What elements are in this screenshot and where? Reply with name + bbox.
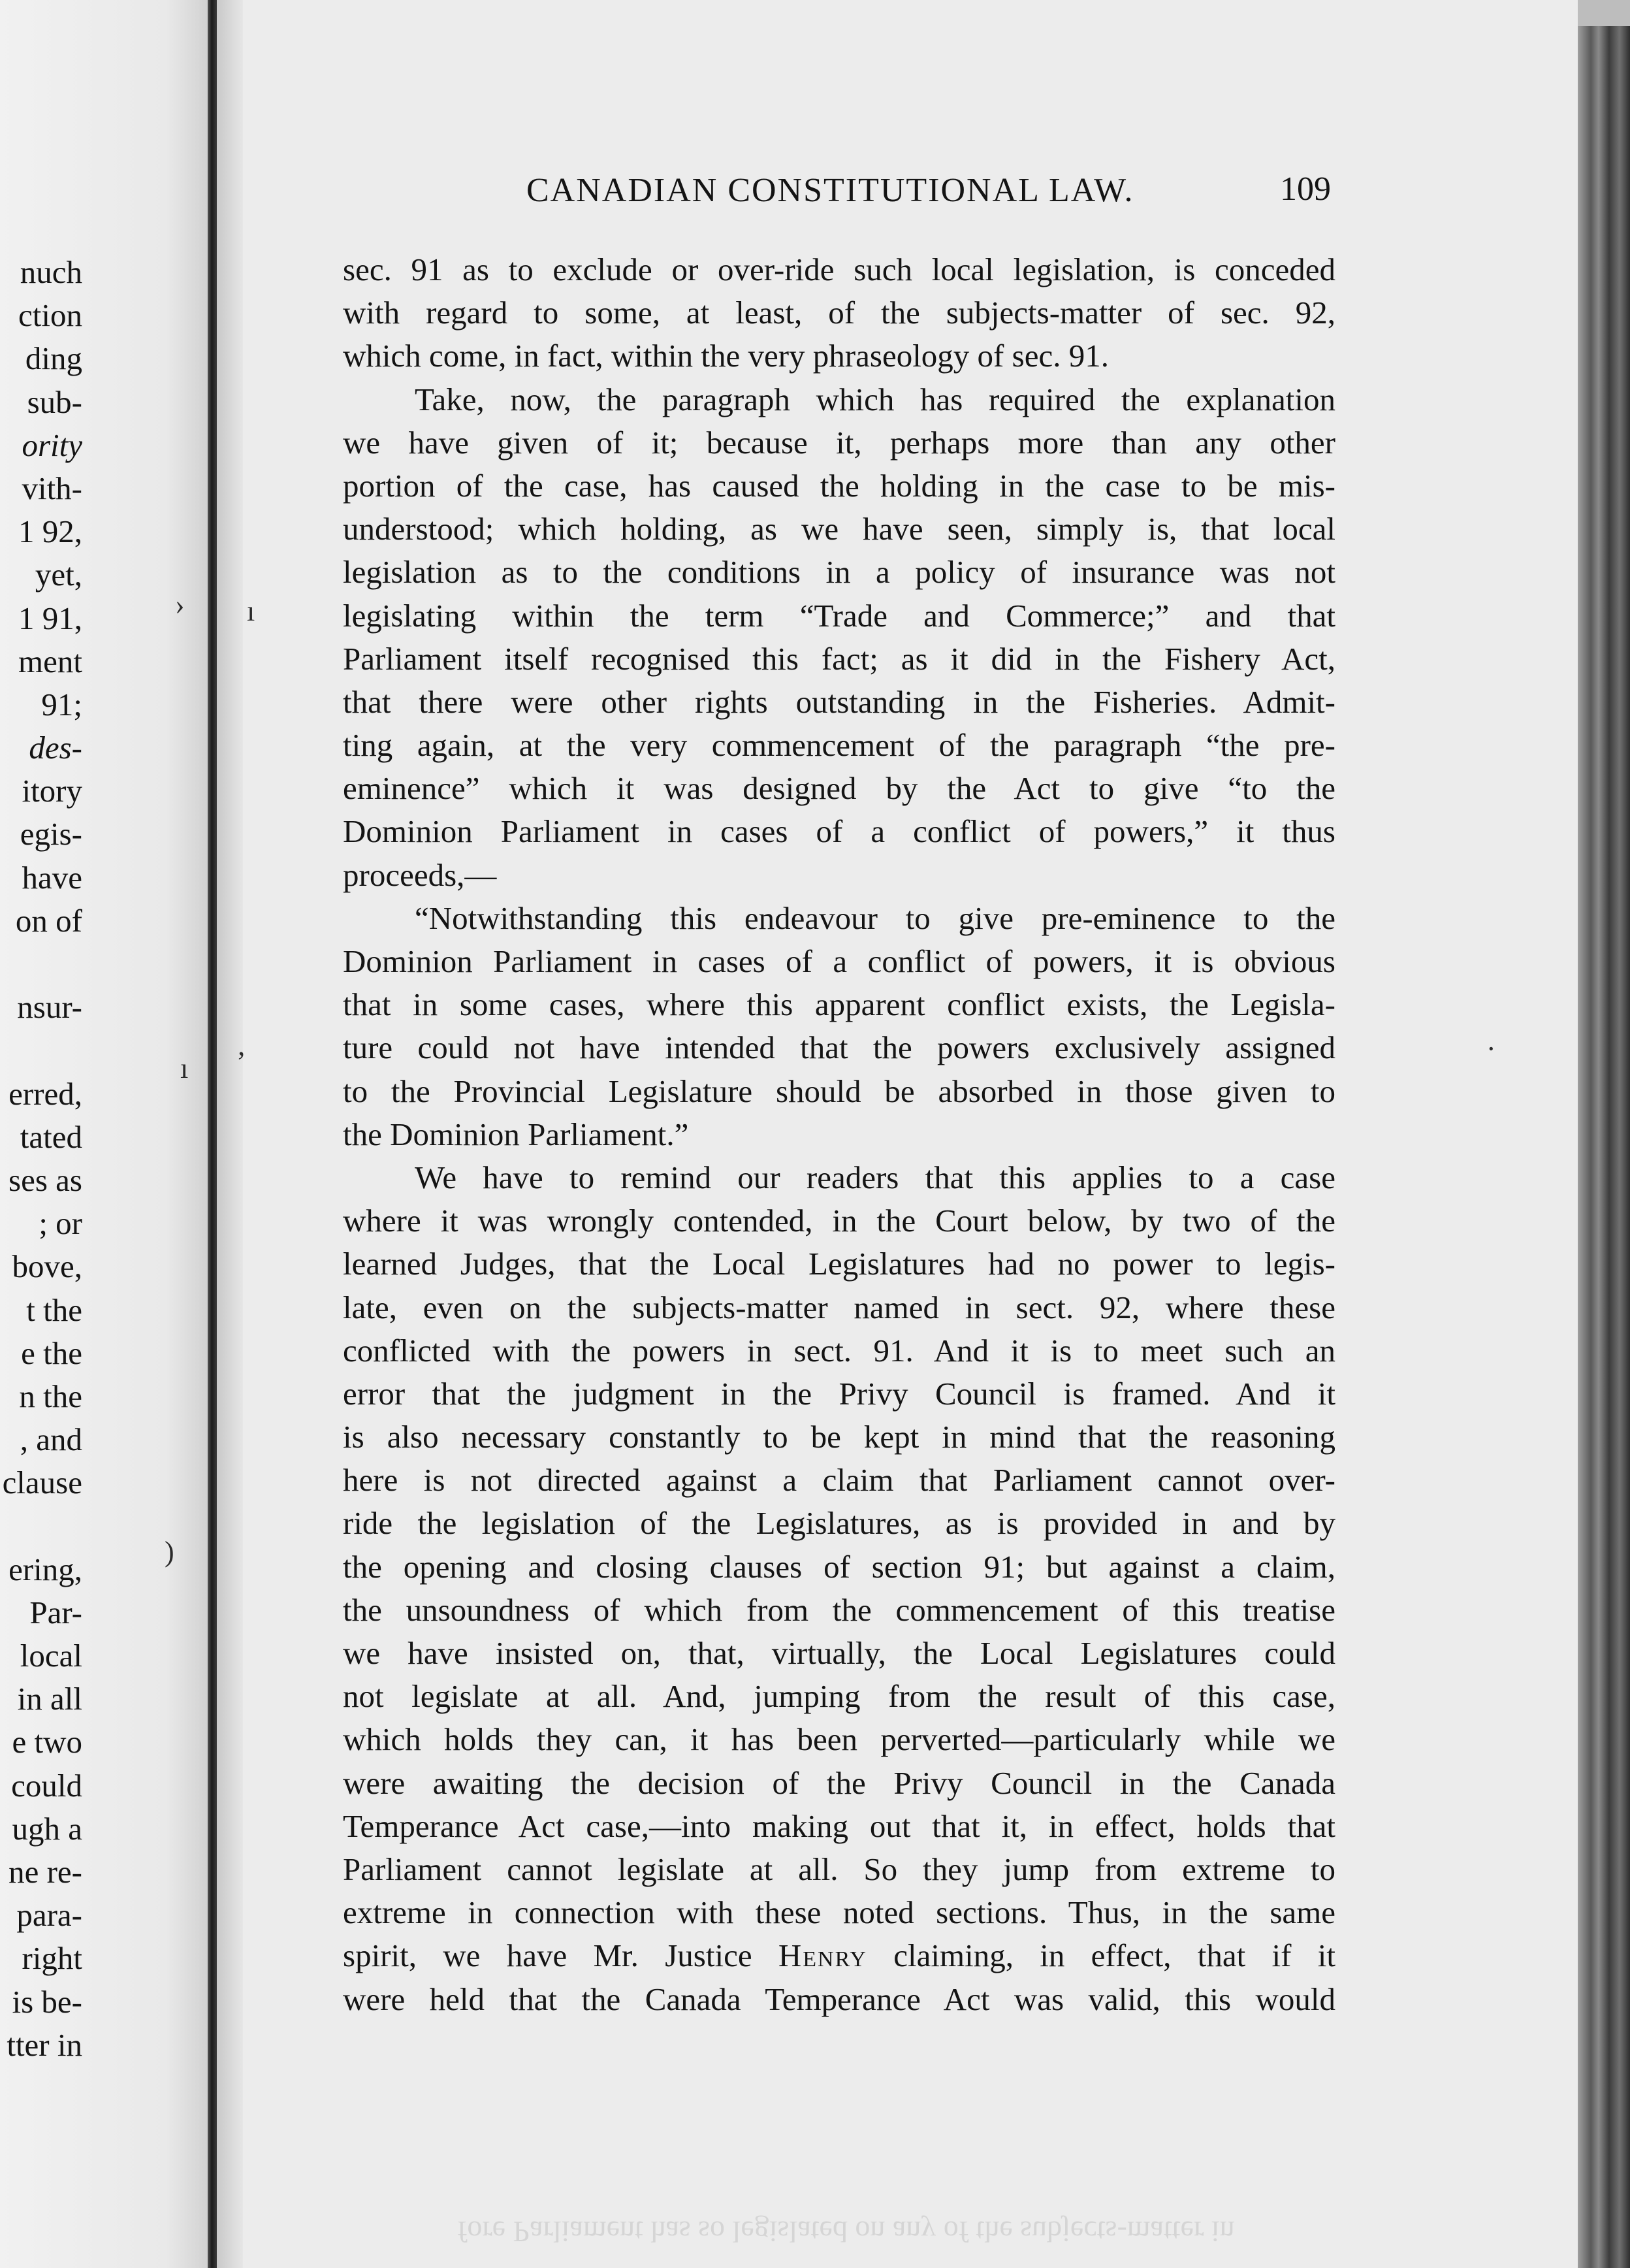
- body-line: were awaiting the decision of the Privy Council in the Canada: [343, 1764, 1335, 1801]
- body-line: Dominion Parliament in cases of a conflict of powers, it is obvious: [343, 943, 1335, 979]
- body-line: the opening and closing clauses of section 91; but against a claim,: [343, 1548, 1335, 1585]
- body-line: ride the legislation of the Legislatures, as is provided in and by: [343, 1505, 1335, 1542]
- previous-page-line: ority: [22, 427, 82, 463]
- previous-page-line: [3, 1029, 82, 1072]
- previous-page-line: bove,: [12, 1248, 82, 1285]
- previous-page-line: sub-: [27, 383, 82, 420]
- previous-page-fragment: [0, 0, 208, 2268]
- body-line: “Notwithstanding this endeavour to give pre-eminence to the: [415, 899, 1335, 936]
- previous-page-line: local: [20, 1638, 82, 1674]
- previous-page-line: ; or: [39, 1205, 82, 1242]
- previous-page-line: ses as: [8, 1161, 82, 1198]
- previous-page-line: right: [22, 1940, 82, 1977]
- previous-page-line: tter in: [7, 2026, 82, 2063]
- previous-page-line: [3, 1504, 82, 1547]
- page-body-text: [343, 248, 1335, 2021]
- previous-page-line: could: [11, 1767, 82, 1804]
- previous-page-line: ment: [18, 643, 82, 679]
- body-line: extreme in connection with these noted sections. Thus, in the same: [343, 1894, 1335, 1931]
- body-line: where it was wrongly contended, in the Court below, by two of the: [343, 1203, 1335, 1239]
- body-line: error that the judgment in the Privy Council is framed. And it: [343, 1375, 1335, 1412]
- body-line: spirit, we have Mr. Justice Henry claiming, in effect, that if it: [343, 1937, 1336, 1974]
- body-line: learned Judges, that the Local Legislatures had no power to legis-: [343, 1246, 1335, 1282]
- previous-page-line: nsur-: [17, 989, 82, 1026]
- previous-page-line: erred,: [8, 1075, 82, 1112]
- previous-page-line: clause: [2, 1465, 82, 1501]
- body-line: late, even on the subjects-matter named in sect. 92, where these: [343, 1289, 1335, 1325]
- previous-page-line: [3, 943, 82, 986]
- previous-page-line: is be-: [12, 1983, 82, 2020]
- previous-page-line: e the: [21, 1335, 82, 1371]
- body-line: Take, now, the paragraph which has required the explanation: [415, 381, 1335, 417]
- previous-page-line: vith-: [22, 470, 82, 506]
- body-line: not legislate at all. And, jumping from the result of this case,: [343, 1678, 1335, 1715]
- gutter-speck-mark: ı: [180, 1052, 189, 1084]
- previous-page-line: des-: [29, 730, 82, 766]
- previous-page-line: 91;: [41, 686, 82, 722]
- body-line: the unsoundness of which from the commencement of this treatise: [343, 1591, 1335, 1628]
- body-line: We have to remind our readers that this applies to a case: [415, 1159, 1335, 1195]
- gutter-shadow: [217, 0, 243, 2268]
- previous-page-line: itory: [22, 773, 82, 809]
- previous-page-line: ding: [25, 340, 82, 377]
- previous-page-line: ne re-: [8, 1853, 82, 1890]
- previous-page-text: [3, 251, 82, 2067]
- body-line: were held that the Canada Temperance Act was valid, this would: [343, 1981, 1335, 2017]
- body-line: that in some cases, where this apparent conflict exists, the Legisla-: [343, 986, 1335, 1023]
- previous-page-line: yet,: [35, 557, 82, 593]
- previous-page-line: ering,: [8, 1551, 82, 1587]
- body-line: eminence” which it was designed by the Act to give “to the: [343, 770, 1335, 807]
- previous-page-line: t the: [26, 1291, 82, 1328]
- body-line: portion of the case, has caused the holding in the case to be mis-: [343, 467, 1335, 504]
- body-line: legislating within the term “Trade and Commerce;” and that: [343, 597, 1335, 634]
- previous-page-line: ction: [18, 297, 82, 334]
- body-line: understood; which holding, as we have seen, simply is, that local: [343, 511, 1335, 547]
- body-line: which holds they can, it has been perverted—particularly while we: [343, 1721, 1335, 1758]
- previous-page-line: 1 92,: [18, 513, 82, 550]
- previous-page-line: egis-: [20, 816, 82, 852]
- previous-page-line: ugh a: [12, 1810, 82, 1847]
- body-line: Temperance Act case,—into making out that it, in effect, holds that: [343, 1807, 1335, 1844]
- previous-page-line: n the: [19, 1378, 82, 1414]
- body-line: ting again, at the very commencement of the paragraph “the pre-: [343, 727, 1335, 764]
- book-gutter: [208, 0, 217, 2268]
- body-line: ture could not have intended that the powers exclusively assigned: [343, 1029, 1335, 1066]
- previous-page-line: e two: [12, 1724, 82, 1760]
- body-line: proceeds,—: [343, 856, 497, 893]
- body-line: is also necessary constantly to be kept in mind that the reasoning: [343, 1419, 1335, 1455]
- gutter-speck-mark: ): [165, 1536, 174, 1568]
- previous-page-line: nuch: [20, 254, 82, 290]
- previous-page-line: 1 91,: [18, 600, 82, 636]
- body-line: Parliament itself recognised this fact; as it did in the Fishery Act,: [343, 640, 1335, 677]
- body-line: here is not directed against a claim that Parliament cannot over-: [343, 1462, 1335, 1498]
- body-line: Dominion Parliament in cases of a conflict of powers,” it thus: [343, 813, 1335, 850]
- body-line: which come, in fact, within the very phraseology of sec. 91.: [343, 338, 1109, 374]
- gutter-speck-mark: ʼ: [236, 1046, 246, 1078]
- previous-page-line: on of: [15, 902, 82, 939]
- gutter-speck-mark: ı: [247, 595, 255, 627]
- body-line: that there were other rights outstanding in the Fisheries. Admit-: [343, 683, 1335, 720]
- body-line: sec. 91 as to exclude or over-ride such local legislation, is conceded: [343, 251, 1335, 287]
- bleed-through-text: fore Parliament has so legislated on any of the subjects-matter in: [457, 2215, 1235, 2248]
- previous-page-line: , and: [20, 1421, 82, 1458]
- body-line: we have given of it; because it, perhaps more than any other: [343, 424, 1335, 461]
- previous-page-line: in all: [17, 1681, 82, 1717]
- previous-page-line: have: [22, 859, 82, 896]
- gutter-speck-mark: ›: [175, 589, 185, 621]
- running-head: CANADIAN CONSTITUTIONAL LAW.: [526, 172, 1134, 209]
- margin-speck-mark: ·: [1486, 1033, 1496, 1065]
- body-line: Parliament cannot legislate at all. So they jump from extreme to: [343, 1851, 1335, 1887]
- previous-page-line: Par-: [29, 1594, 82, 1630]
- previous-page-line: para-: [16, 1897, 82, 1934]
- body-line: we have insisted on, that, virtually, the Local Legislatures could: [343, 1635, 1335, 1671]
- book-page-edges: [1578, 26, 1630, 2268]
- previous-page-line: tated: [20, 1118, 82, 1155]
- book-edge-top: [1578, 0, 1630, 26]
- body-line: the Dominion Parliament.”: [343, 1116, 689, 1152]
- page-number: 109: [1280, 170, 1331, 208]
- small-caps-name: Henry: [778, 1937, 867, 1974]
- body-line: conflicted with the powers in sect. 91. And it is to meet such an: [343, 1332, 1335, 1369]
- body-line: legislation as to the conditions in a policy of insurance was not: [343, 554, 1335, 591]
- body-line: with regard to some, at least, of the subjects-matter of sec. 92,: [343, 295, 1335, 331]
- body-line: to the Provincial Legislature should be absorbed in those given to: [343, 1073, 1335, 1109]
